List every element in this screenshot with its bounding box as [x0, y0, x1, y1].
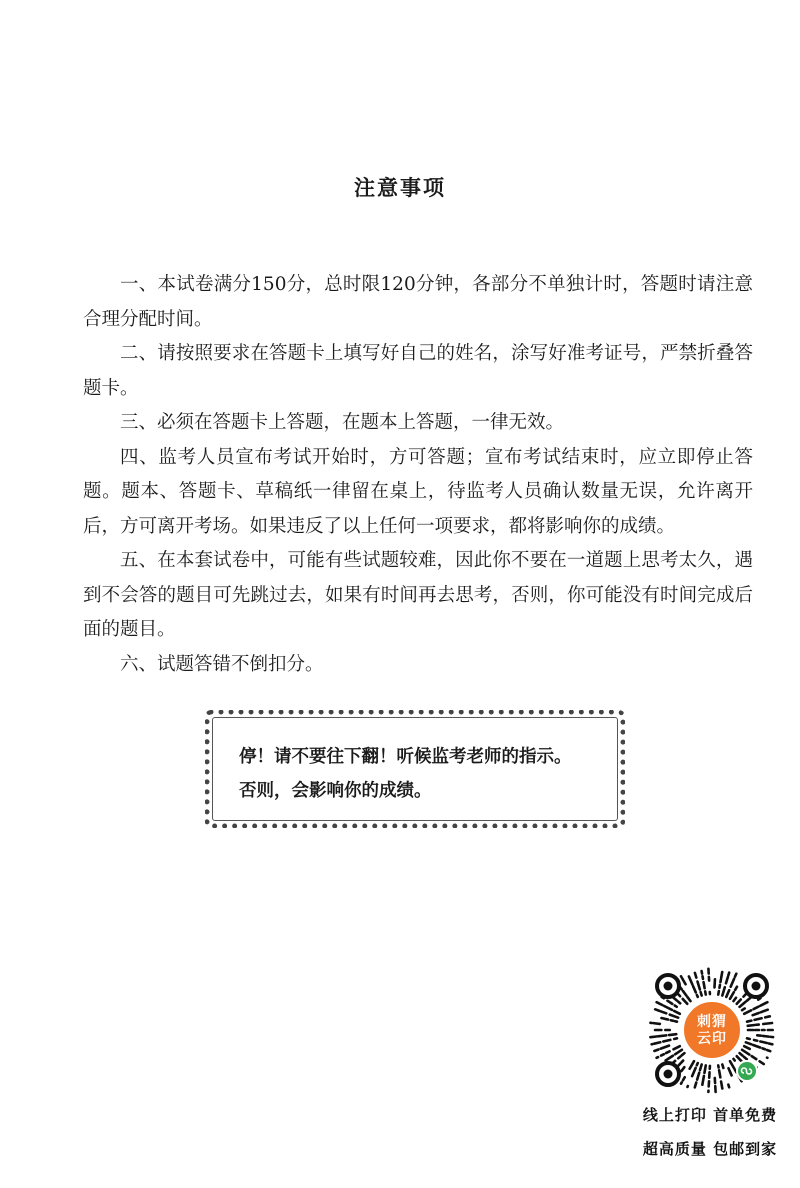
note-item: 四、监考人员宣布考试开始时，方可答题；宣布考试结束时，应立即停止答题。题本、答题卡、草稿纸一律留在桌上，待监考人员确认数量无误，允许离开后，方可离开考场。如果违反了以上任何一项要求，都将影响你的成绩。: [83, 446, 753, 537]
stop-notice-box: [205, 710, 625, 828]
stop-notice-line-1: 停！请不要往下翻！听候监考老师的指示。: [239, 747, 572, 767]
mini-program-icon: [736, 1060, 758, 1082]
stop-notice-line-2: 否则，会影响你的成绩。: [239, 781, 432, 801]
note-item: 一、本试卷满分150分，总时限120分钟，各部分不单独计时，答题时请注意合理分配时间。: [83, 274, 753, 330]
note-item: 二、请按照要求在答题卡上填写好自己的姓名，涂写好准考证号，严禁折叠答题卡。: [83, 343, 753, 399]
page-title: 注意事项: [354, 176, 446, 200]
notes-list: [83, 268, 753, 682]
qr-code[interactable]: [648, 966, 776, 1094]
promo-line-1: 线上打印 首单免费: [642, 1106, 778, 1124]
qr-logo-line-1: 刺猬: [697, 1014, 727, 1030]
promo-line-2: 超高质量 包邮到家: [642, 1140, 778, 1158]
note-item: 五、在本套试卷中，可能有些试题较难，因此你不要在一道题上思考太久，遇到不会答的题目可先跳过去，如果有时间再去思考，否则，你可能没有时间完成后面的题目。: [83, 550, 753, 640]
note-item: 六、试题答错不倒扣分。: [120, 653, 324, 675]
note-item: 三、必须在答题卡上答题，在题本上答题，一律无效。: [120, 412, 565, 433]
qr-logo-line-2: 云印: [697, 1031, 727, 1047]
stop-notice-inner: [212, 717, 618, 821]
qr-logo: [681, 999, 743, 1061]
